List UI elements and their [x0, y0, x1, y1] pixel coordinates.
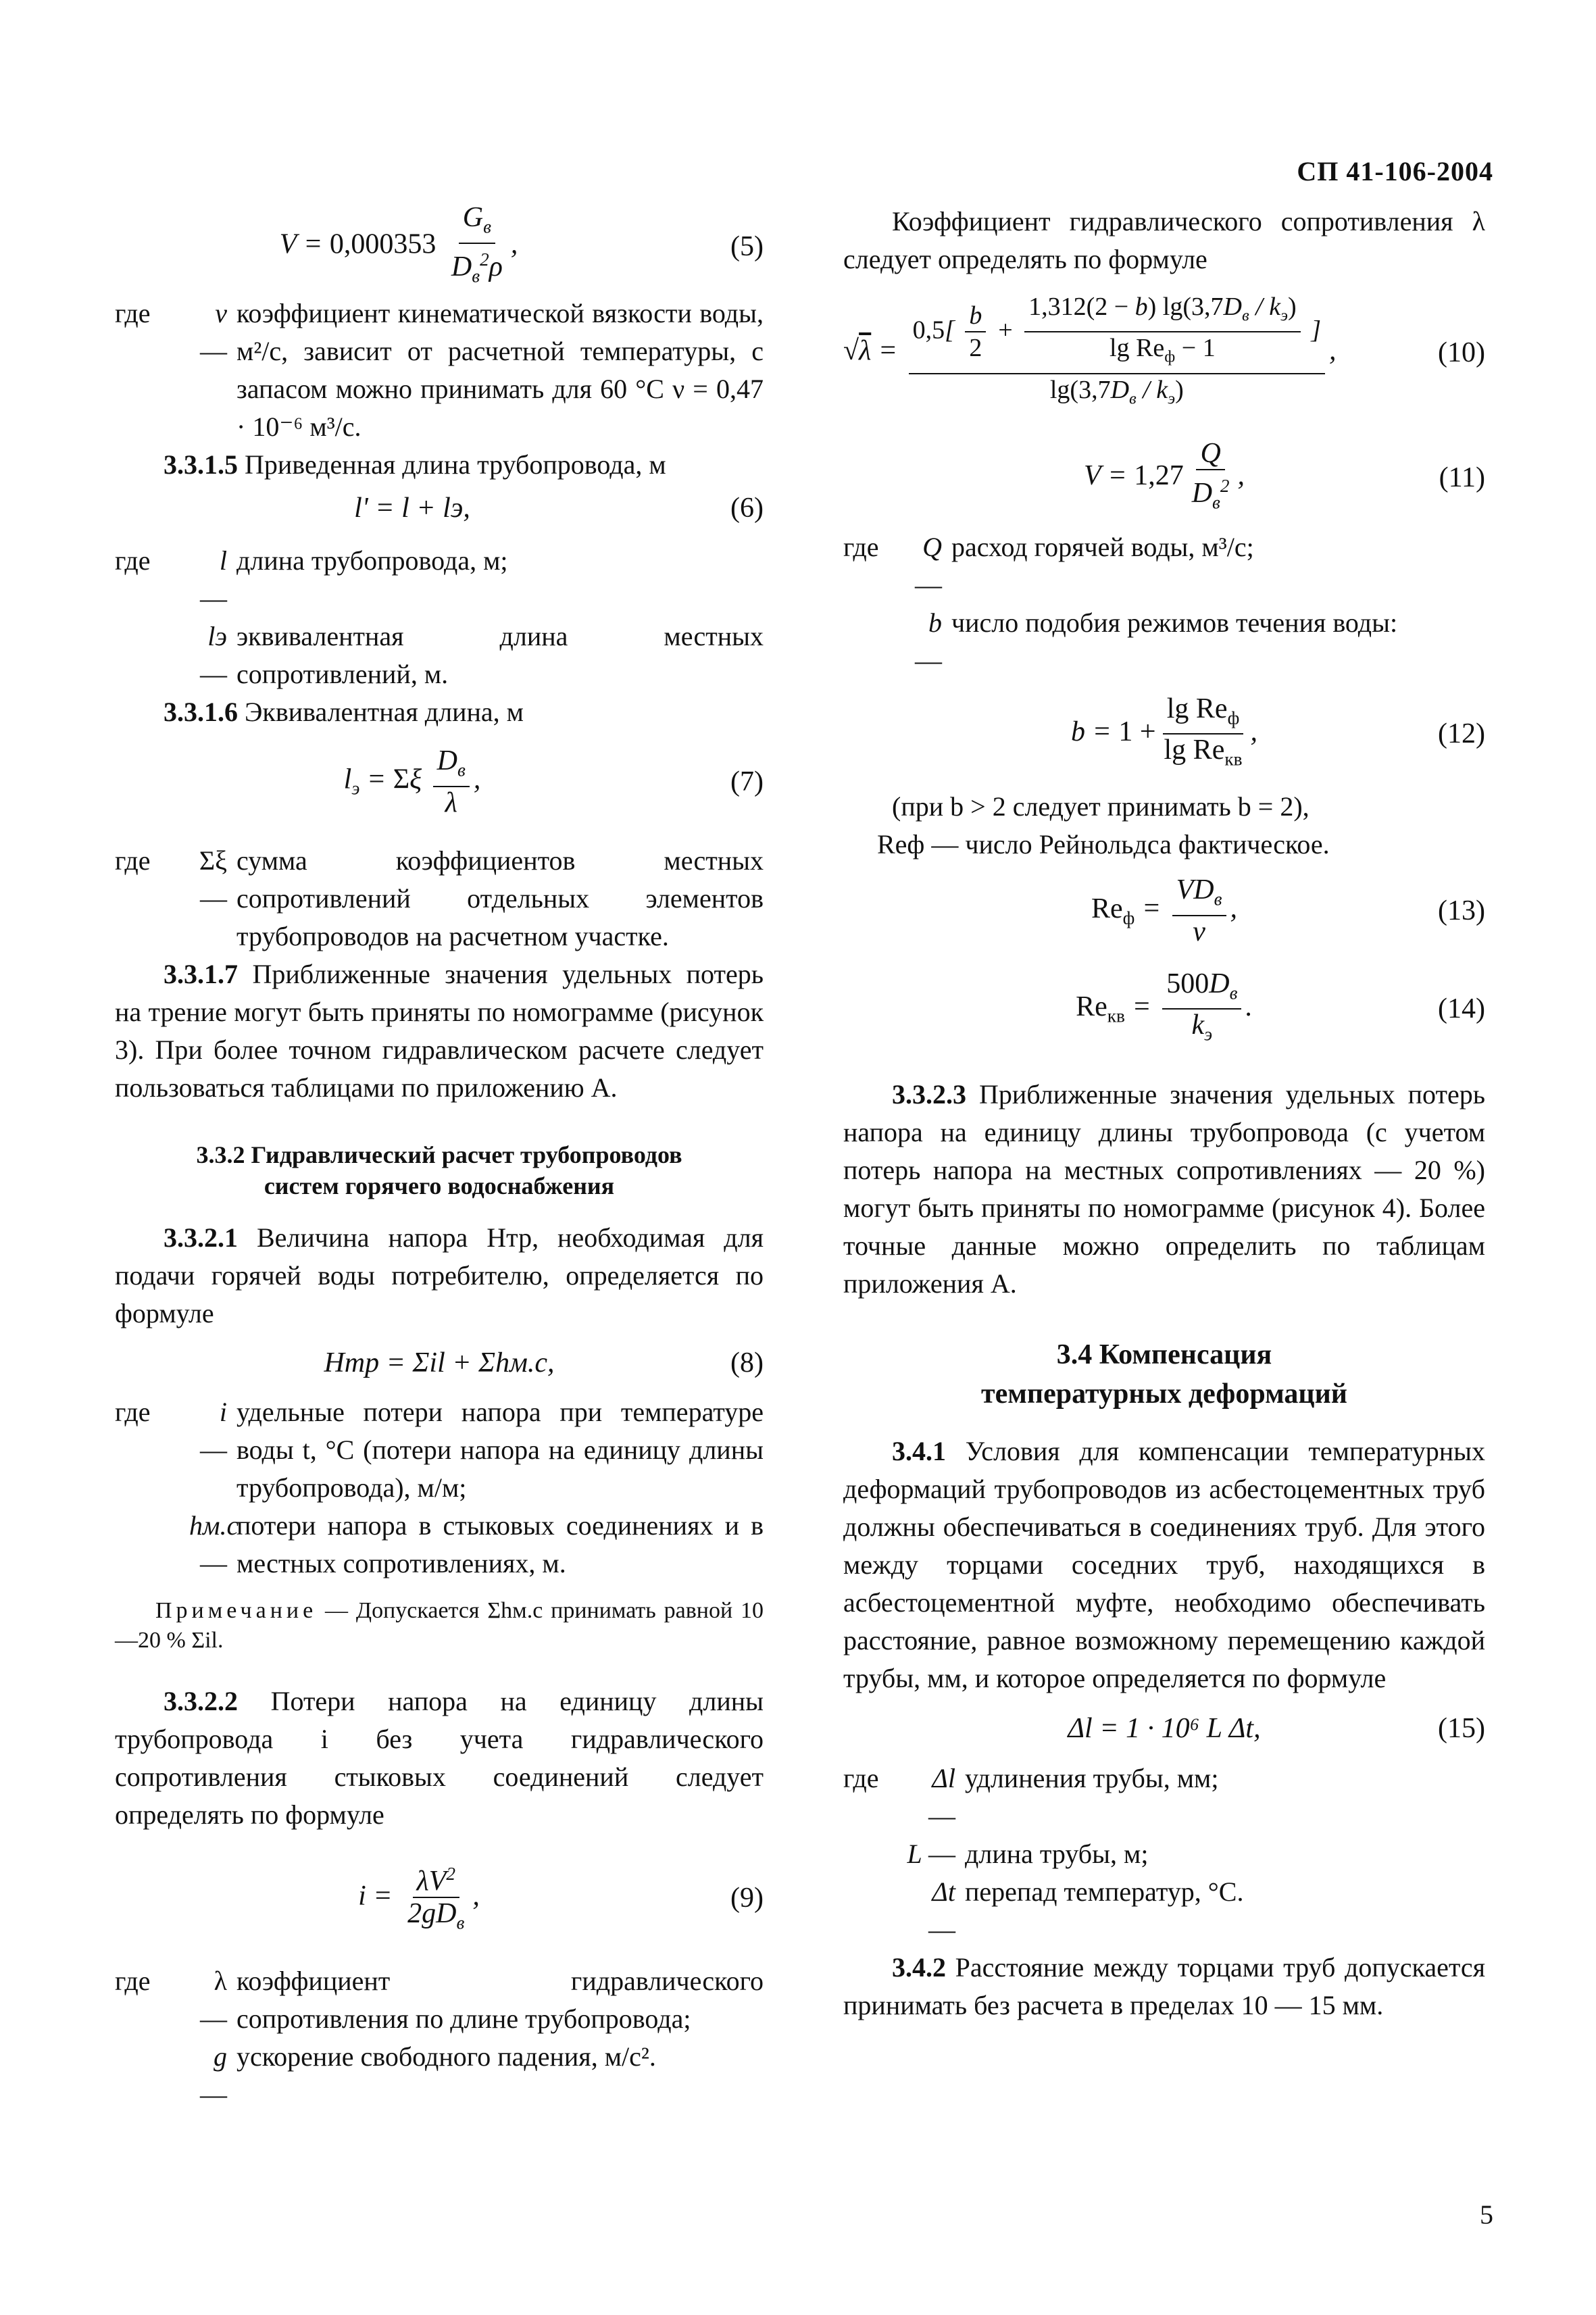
formula-8: Hтр = Σil + Σhм.с, (8) [115, 1333, 764, 1393]
para-3-3-2-3: 3.3.2.3 Приближенные значения удельных потерь напора на единицу длины трубопровода (с учетом потерь напора на местных сопротивлениях — 20 %) могут быть приняты по номограмме (рисунок 4). Более точные данные можно определить по таблицам приложения А. [843, 1079, 1485, 1299]
para-3-4-2: 3.4.2 Расстояние между торцами труб допускается принимать без расчета в пределах 10 — 15 мм. [843, 1952, 1485, 2020]
formula-6: l' = l + lэ, (6) [115, 484, 764, 532]
section-3-3-2-title: 3.3.2 Гидравлический расчет трубопроводов систем горячего водоснабжения [196, 1141, 682, 1199]
para-3-3-1-7: 3.3.1.7 Приближенные значения удельных потерь на трение могут быть приняты по номограмме (рисунок 3). При более точном гидравлическом расчете следует пользоваться таблицами по приложению А. [115, 959, 764, 1103]
re-note: Reф — число Рейнольдса фактическое. [877, 829, 1330, 860]
eq10-number: (10) [1438, 337, 1485, 368]
formula-13: $Re_ф$ = $\frac{VD_в}{\nu}$ , (13) [1091, 874, 1485, 947]
formula-15: Δl = 1 · 10⁶ L Δt, (15) [843, 1697, 1485, 1760]
eq5-number: (5) [730, 231, 764, 262]
page-number: 5 [1480, 2199, 1493, 2230]
left-column [115, 203, 764, 2114]
para-3-3-1-6: 3.3.1.6 Эквивалентная длина, м [164, 697, 524, 727]
para-3-3-2-1: 3.3.2.1 Величина напора Hтр, необходимая для подачи горячей воды потребителю, определяется по формуле [115, 1222, 764, 1328]
where-lambda: где λ — коэффициент гидравлического сопротивления по длине трубопровода; g — ускорение свободного падения, м/с². [115, 1966, 764, 2110]
right-column [843, 203, 1485, 2024]
eq15-number: (15) [1438, 1713, 1485, 1744]
formula-5: V = 0,000353 $\frac{G_в}{D_в^2\rho}$ , (5) [279, 202, 764, 286]
para-lambda: Коэффициент гидравлического сопротивления λ следует определять по формуле [843, 206, 1485, 274]
formula-10: √λ = 0,5[ $\frac{b}{2}$ + $\frac{1,312(2 - b) \lg(3,7D_в / k_э)}{\lg Re_ф - 1}$ ] $\lg(3,7D_в / k_э)$ , (10) [843, 292, 1485, 408]
eq8-number: (8) [730, 1347, 764, 1378]
eq11-number: (11) [1439, 462, 1485, 493]
eq12-number: (12) [1438, 718, 1485, 749]
para-3-3-2-2: 3.3.2.2 Потери напора на единицу длины трубопровода i без учета гидравлического сопротивления стыковых соединений следует определять по формуле [115, 1686, 764, 1830]
para-3-4-1: 3.4.1 Условия для компенсации температурных деформаций трубопроводов из асбестоцементных труб должны обеспечиваться в соединениях труб. Для этого между торцами соседних труб, находящихся в асбестоцементной муфте, необходимо обеспечивать расстояние, равное возможному перемещению каждой трубы, мм, и которое определяется по формуле [843, 1436, 1486, 1693]
para-3-3-1-5: 3.3.1.5 Приведенная длина трубопровода, м [164, 449, 666, 480]
formula-11: V = 1,27 $\frac{Q}{D_в^2}$ , (11) [1083, 437, 1485, 513]
where-dl: где Δl — удлинения трубы, мм; L — длина трубы, м; Δt — перепад температур, °С. [843, 1763, 1244, 1945]
document-code: СП 41-106-2004 [1297, 156, 1493, 186]
formula-14: $Re_{кв}$ = $\frac{500D_в}{k_э}$ . (14) [1076, 968, 1485, 1045]
section-3-4-title: 3.4 Компенсация температурных деформаций [980, 1339, 1348, 1410]
where-v: где ν — коэффициент кинематической вязкости воды, м²/с, зависит от расчетной температуры, с запасом можно принимать для 60 °С ν = 0,47 · 10⁻⁶ м³/с. [115, 298, 764, 442]
eq14-number: (14) [1438, 993, 1485, 1024]
where-q: где Q — расход горячей воды, м³/с; b — число подобия режимов течения воды: [843, 532, 1398, 676]
where-xi: где Σξ — сумма коэффициентов местных сопротивлений отдельных элементов трубопроводов на расчетном участке. [115, 845, 764, 951]
formula-9: i = $\frac{\lambda V^2}{2gD_в}$ , (9) [115, 1834, 764, 1962]
where-i: где i — удельные потери напора при температуре воды t, °С (потери напора на единицу длины трубопровода), м/м; hм.с — потери напора в стыковых соединениях и в местных сопротивлениях, м. [115, 1397, 764, 1578]
eq9-number: (9) [730, 1883, 764, 1914]
b-note: (при b > 2 следует принимать b = 2), [892, 791, 1310, 822]
formula-12: b = 1 + $\frac{\lg Re_ф}{\lg Re_{кв}}$ , (12) [1070, 693, 1485, 770]
where-l: где l — длина трубопровода, м; lэ — эквивалентная длина местных сопротивлений, м. [115, 545, 764, 689]
eq7-number: (7) [730, 766, 764, 797]
eq13-number: (13) [1438, 895, 1485, 926]
note: Примечание — Допускается Σhм.с принимать равной 10—20 % Σil. [115, 1598, 764, 1653]
formula-7: $l_э = \Sigma\xi$ $\frac{D_в}{\lambda}$ , (7) [343, 745, 764, 818]
eq6-number: (6) [730, 493, 764, 524]
